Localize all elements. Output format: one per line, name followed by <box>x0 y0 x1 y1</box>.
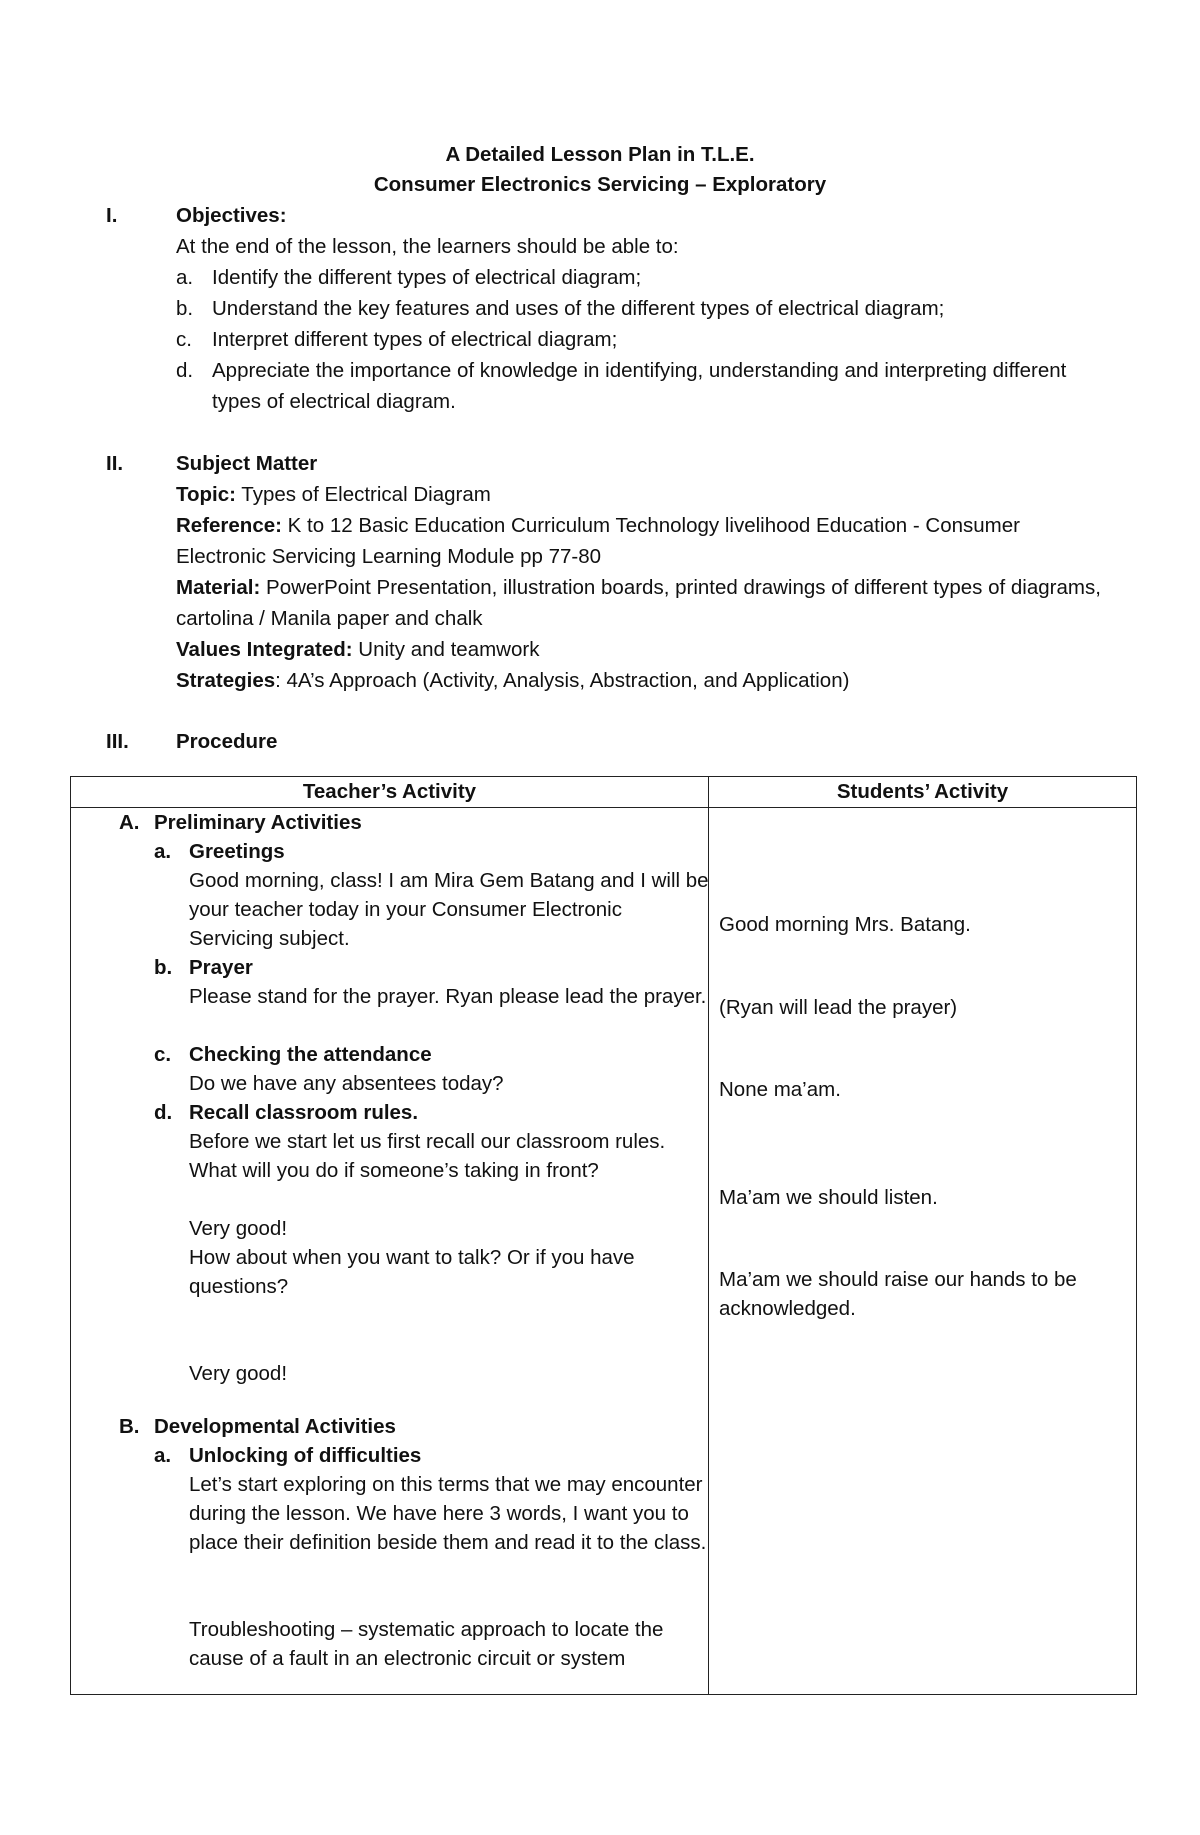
title-line-1: A Detailed Lesson Plan in T.L.E. <box>445 143 755 166</box>
section-a-marker: A. <box>119 811 140 834</box>
teacher-activity-header: Teacher’s Activity <box>71 777 709 808</box>
unlocking-text: Let’s start exploring on this terms that we may encounter during the lesson. We have here 3 words, I want you to place their definition beside them and read it to the class. <box>189 1473 707 1554</box>
strategies-label: Strategies <box>176 669 276 692</box>
prayer-marker: b. <box>154 956 173 979</box>
procedure-number: III. <box>106 730 129 753</box>
student-attendance: None ma’am. <box>719 1078 841 1101</box>
objectives-intro: At the end of the lesson, the learners should be able to: <box>176 235 679 258</box>
objective-marker: d. <box>176 359 194 382</box>
table-row <box>71 808 1137 1695</box>
objective-item <box>176 355 1106 417</box>
attendance-title: Checking the attendance <box>189 1043 432 1066</box>
objectives-heading: Objectives: <box>176 204 287 227</box>
reference-label: Reference: <box>176 514 282 537</box>
prayer-title: Prayer <box>189 956 253 979</box>
section-a-title: Preliminary Activities <box>154 811 362 834</box>
students-activity-cell <box>709 808 1137 1695</box>
objectives-list <box>176 262 1106 417</box>
topic-label: Topic: <box>176 483 236 506</box>
values-value: Unity and teamwork <box>358 638 540 661</box>
objective-item <box>176 262 1106 293</box>
objective-item <box>176 324 1106 355</box>
objective-text: Appreciate the importance of knowledge in identifying, understanding and interpreting different types of electrical diagram. <box>212 359 1067 413</box>
strategies-row <box>176 665 1106 696</box>
strategies-value: : 4A’s Approach (Activity, Analysis, Abstraction, and Application) <box>275 669 850 692</box>
greetings-text: Good morning, class! I am Mira Gem Batang and I will be your teacher today in your Consumer Electronic Servicing subject. <box>189 869 709 950</box>
procedure-heading: Procedure <box>176 730 278 753</box>
material-value: PowerPoint Presentation, illustration boards, printed drawings of different types of diagrams, cartolina / Manila paper and chalk <box>176 576 1101 630</box>
reference-value: K to 12 Basic Education Curriculum Technology livelihood Education - Consumer Electronic Servicing Learning Module pp 77-80 <box>176 514 1020 568</box>
objective-marker: b. <box>176 297 194 320</box>
page-title <box>0 140 1200 200</box>
unlocking-title: Unlocking of difficulties <box>189 1444 422 1467</box>
attendance-text: Do we have any absentees today? <box>189 1072 504 1095</box>
procedure-table <box>70 776 1137 1695</box>
values-label: Values Integrated: <box>176 638 353 661</box>
student-greeting: Good morning Mrs. Batang. <box>719 913 971 936</box>
students-activity-header: Students’ Activity <box>709 777 1137 808</box>
objective-marker: c. <box>176 328 192 351</box>
rules-text: Before we start let us first recall our classroom rules. What will you do if someone’s taking in front? <box>189 1130 666 1182</box>
title-line-2: Consumer Electronics Servicing – Exploratory <box>373 173 827 196</box>
troubleshooting-definition: Troubleshooting – systematic approach to locate the cause of a fault in an electronic circuit or system <box>189 1618 664 1670</box>
subject-matter-heading: Subject Matter <box>176 452 318 475</box>
material-row <box>176 572 1106 634</box>
objective-text: Understand the key features and uses of the different types of electrical diagram; <box>212 297 945 320</box>
section-b-marker: B. <box>119 1415 140 1438</box>
topic-row <box>176 479 1106 510</box>
procedure-section <box>106 726 1106 758</box>
rules-title: Recall classroom rules. <box>189 1101 419 1124</box>
table-header-row <box>71 777 1137 808</box>
values-row <box>176 634 1106 665</box>
material-label: Material: <box>176 576 261 599</box>
topic-value: Types of Electrical Diagram <box>241 483 491 506</box>
student-listen: Ma’am we should listen. <box>719 1186 938 1209</box>
reference-row <box>176 510 1106 572</box>
very-good-1: Very good! <box>189 1217 288 1240</box>
very-good-2: Very good! <box>189 1362 288 1385</box>
section-b-title: Developmental Activities <box>154 1415 396 1438</box>
objective-item <box>176 293 1106 324</box>
greetings-title: Greetings <box>189 840 285 863</box>
unlocking-marker: a. <box>154 1444 172 1467</box>
objective-text: Interpret different types of electrical diagram; <box>212 328 618 351</box>
student-prayer: (Ryan will lead the prayer) <box>719 996 958 1019</box>
subject-matter-number: II. <box>106 452 124 475</box>
rules-marker: d. <box>154 1101 173 1124</box>
objective-text: Identify the different types of electrical diagram; <box>212 266 642 289</box>
greetings-marker: a. <box>154 840 172 863</box>
talk-question: How about when you want to talk? Or if you have questions? <box>189 1246 635 1298</box>
teacher-activity-cell <box>71 808 709 1695</box>
objectives-number: I. <box>106 204 118 227</box>
student-raise-hands: Ma’am we should raise our hands to be acknowledged. <box>719 1268 1077 1320</box>
prayer-text: Please stand for the prayer. Ryan please lead the prayer. <box>189 985 707 1008</box>
attendance-marker: c. <box>154 1043 172 1066</box>
objective-marker: a. <box>176 266 194 289</box>
